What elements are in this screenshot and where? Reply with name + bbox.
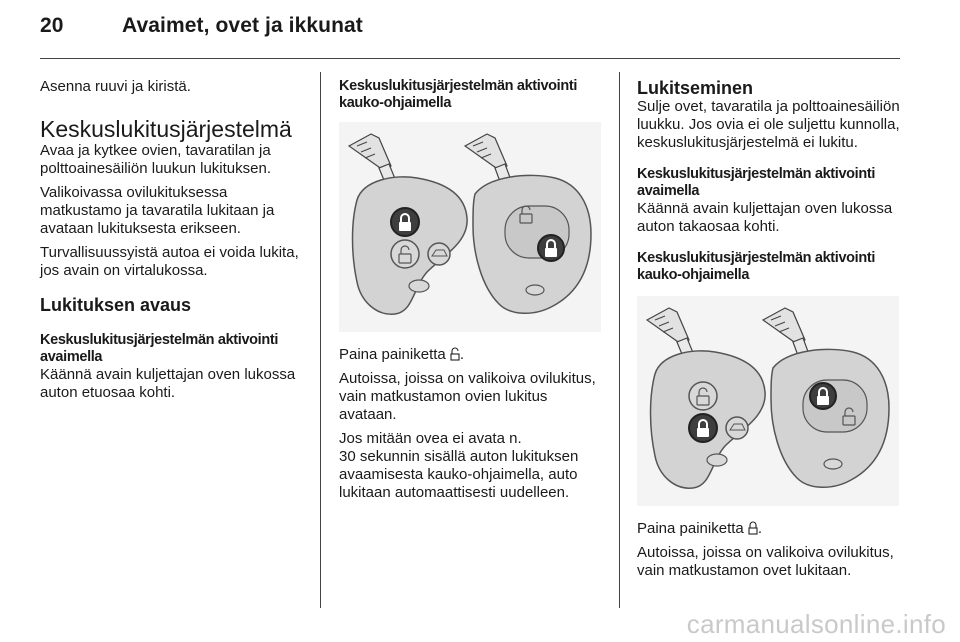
- column-divider-2: [619, 72, 620, 608]
- press-button-text: Paina painiketta: [339, 346, 446, 363]
- sub-heading: Keskuslukitusjärjestelmän aktivointi avaimella: [637, 166, 876, 199]
- section-title: Keskuslukitusjärjestelmä: [40, 116, 292, 142]
- paragraph: Autoissa, joissa on valikoiva ovilukitus, vain matkustamon ovien lukitus avataan.: [339, 370, 596, 423]
- subsection-title: Lukituksen avaus: [40, 295, 192, 315]
- paragraph: Valikoivassa ovilukituksessa matkustamo ja tavaratila lukitaan ja avataan lukituksesta erikseen.: [40, 184, 275, 237]
- paragraph: Turvallisuussyistä autoa ei voida lukita, jos avain on virtalukossa.: [40, 244, 299, 279]
- paragraph: Käännä avain kuljettajan oven lukossa auton takaosaa kohti.: [637, 200, 893, 235]
- unlock-icon: [450, 347, 460, 361]
- page-title: Avaimet, ovet ja ikkunat: [122, 14, 363, 37]
- lock-icon: [748, 521, 758, 535]
- sub-heading: Keskuslukitusjärjestelmän aktivointi avaimella: [40, 332, 279, 365]
- page-number: 20: [40, 14, 64, 37]
- section-heading: Lukitseminen: [637, 78, 754, 98]
- key-fob-illustration-lock: [637, 296, 899, 506]
- press-button-text: Paina painiketta: [637, 520, 744, 537]
- watermark: carmanualsonline.info: [686, 609, 946, 639]
- paragraph: 30 sekunnin sisällä auton lukituksen avaamisesta kauko-ohjaimella, auto lukitaan automaattisesti uudelleen.: [339, 448, 579, 501]
- column-divider-1: [320, 72, 321, 608]
- column-2: [339, 78, 601, 502]
- paragraph: Avaa ja kytkee ovien, tavaratilan ja polttoainesäiliön luukun lukituksen.: [40, 142, 271, 177]
- header-rule: [40, 58, 900, 59]
- paragraph: Sulje ovet, tavaratila ja polttoainesäiliön luukku. Jos ovia ei ole suljettu kunnolla, keskuslukitusjärjestelmä ei lukitu.: [637, 98, 900, 151]
- column-3: [637, 78, 902, 580]
- paragraph: Käännä avain kuljettajan oven lukossa auton etuosaa kohti.: [40, 366, 296, 401]
- paragraph: Jos mitään ovea ei avata n.: [339, 430, 522, 447]
- paragraph: Paina painiketta .: [637, 520, 763, 537]
- key-fob-illustration-unlock: [339, 122, 601, 332]
- sub-heading: Keskuslukitusjärjestelmän aktivointi kauko-ohjaimella: [339, 78, 578, 111]
- paragraph: Autoissa, joissa on valikoiva ovilukitus, vain matkustamon ovet lukitaan.: [637, 544, 894, 579]
- sub-heading: Keskuslukitusjärjestelmän aktivointi kauko-ohjaimella: [637, 250, 876, 283]
- column-1: [40, 78, 308, 402]
- intro-text: Asenna ruuvi ja kiristä.: [40, 78, 191, 95]
- paragraph: Paina painiketta .: [339, 346, 465, 363]
